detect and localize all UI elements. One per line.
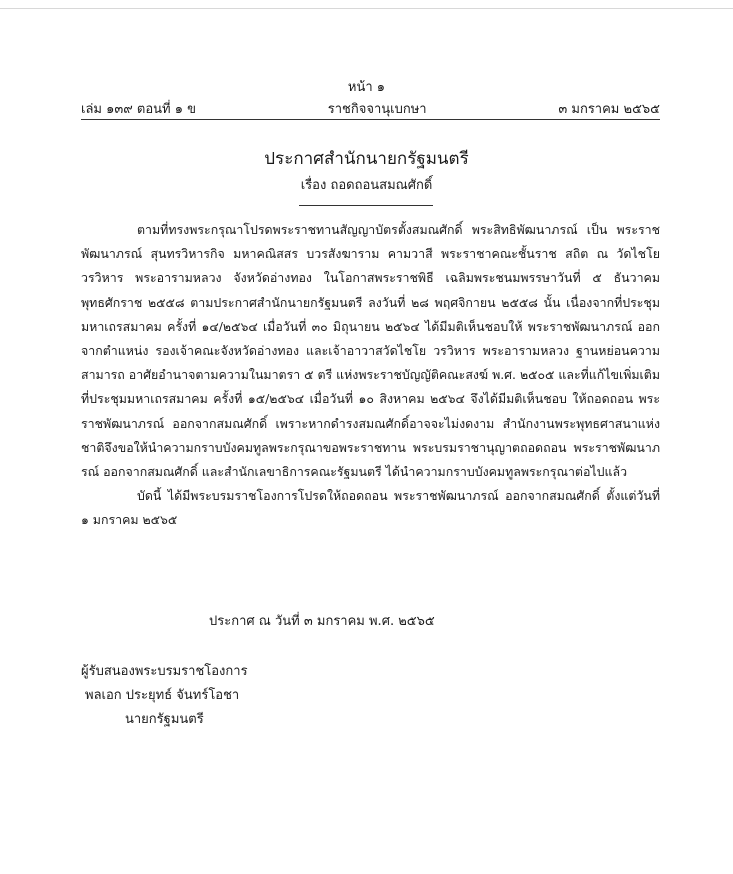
announcement-date: ประกาศ ณ วันที่ ๓ มกราคม พ.ศ. ๒๕๖๕ [209, 614, 435, 629]
page-number: หน้า ๑ [347, 80, 386, 95]
document-title: ประกาศสำนักนายกรัฐมนตรี [264, 149, 469, 169]
signatory-title: นายกรัฐมนตรี [125, 712, 204, 727]
gazette-header [81, 98, 660, 119]
publication-name: ราชกิจจานุเบกษา [327, 102, 427, 117]
document-body [81, 218, 660, 533]
countersign-label: ผู้รับสนองพระบรมราชโองการ [81, 664, 248, 679]
top-divider [0, 8, 733, 9]
signature-block [81, 660, 248, 732]
header-date: ๓ มกราคม ๒๕๖๕ [558, 102, 660, 117]
subject-divider [299, 205, 433, 206]
body-paragraph: ตามที่ทรงพระกรุณาโปรดพระราชทานสัญญาบัตรตั้งสมณศักดิ์ พระสิทธิพัฒนาภรณ์ เป็น พระราชพัฒนาภรณ์ สุนทรวิหารกิจ มหาคณิสสร บวรสังฆาราม คามวาสี พระราชาคณะชั้นราช สถิต ณ วัดไชโย วรวิหาร พระอารามหลวง จังหวัดอ่างทอง ในโอกาสพระราชพิธี เฉลิมพระชนมพรรษาวันที่ ๕ ธันวาคม พุทธศักราช ๒๕๕๘ ตามประกาศสำนักนายกรัฐมนตรี ลงวันที่ ๒๘ พฤศจิกายน ๒๕๕๘ นั้น เนื่องจากที่ประชุมมหาเถรสมาคม ครั้งที่ ๑๔/๒๕๖๔ เมื่อวันที่ ๓๐ มิถุนายน ๒๕๖๔ ได้มีมติเห็นชอบให้ พระราชพัฒนาภรณ์ ออกจากตำแหน่ง รองเจ้าคณะจังหวัดอ่างทอง และเจ้าอาวาสวัดไชโย วรวิหาร พระอารามหลวง ฐานหย่อนความสามารถ อาศัยอำนาจตามความในมาตรา ๕ ตรี แห่งพระราชบัญญัติคณะสงฆ์ พ.ศ. ๒๕๐๕ และที่แก้ไขเพิ่มเติม ที่ประชุมมหาเถรสมาคม ครั้งที่ ๑๕/๒๕๖๔ เมื่อวันที่ ๑๐ สิงหาคม ๒๕๖๔ จึงได้มีมติเห็นชอบ ให้ถอดถอน พระราชพัฒนาภรณ์ ออกจากสมณศักดิ์ เพราะหากดำรงสมณศักดิ์อาจจะไม่งดงาม สำนักงานพระพุทธศาสนาแห่งชาติจึงขอให้นำความกราบบังคมทูลพระกรุณาขอพระราชทาน พระบรมราชานุญาตถอดถอน พระราชพัฒนาภรณ์ ออกจากสมณศักดิ์ และสำนักเลขาธิการคณะรัฐมนตรี ได้นำความกราบบังคมทูลพระกรุณาต่อไปแล้ว [81, 222, 660, 480]
body-paragraph: บัดนี้ ได้มีพระบรมราชโองการโปรดให้ถอดถอน พระราชพัฒนาภรณ์ ออกจากสมณศักดิ์ ตั้งแต่วันที่ ๑ มกราคม ๒๕๖๕ [81, 488, 660, 528]
document-subject: เรื่อง ถอดถอนสมณศักดิ์ [300, 178, 433, 193]
signatory-name: พลเอก ประยุทธ์ จันทร์โอชา [85, 688, 240, 703]
volume-issue: เล่ม ๑๓๙ ตอนที่ ๑ ข [81, 102, 197, 117]
header-divider [81, 119, 660, 120]
